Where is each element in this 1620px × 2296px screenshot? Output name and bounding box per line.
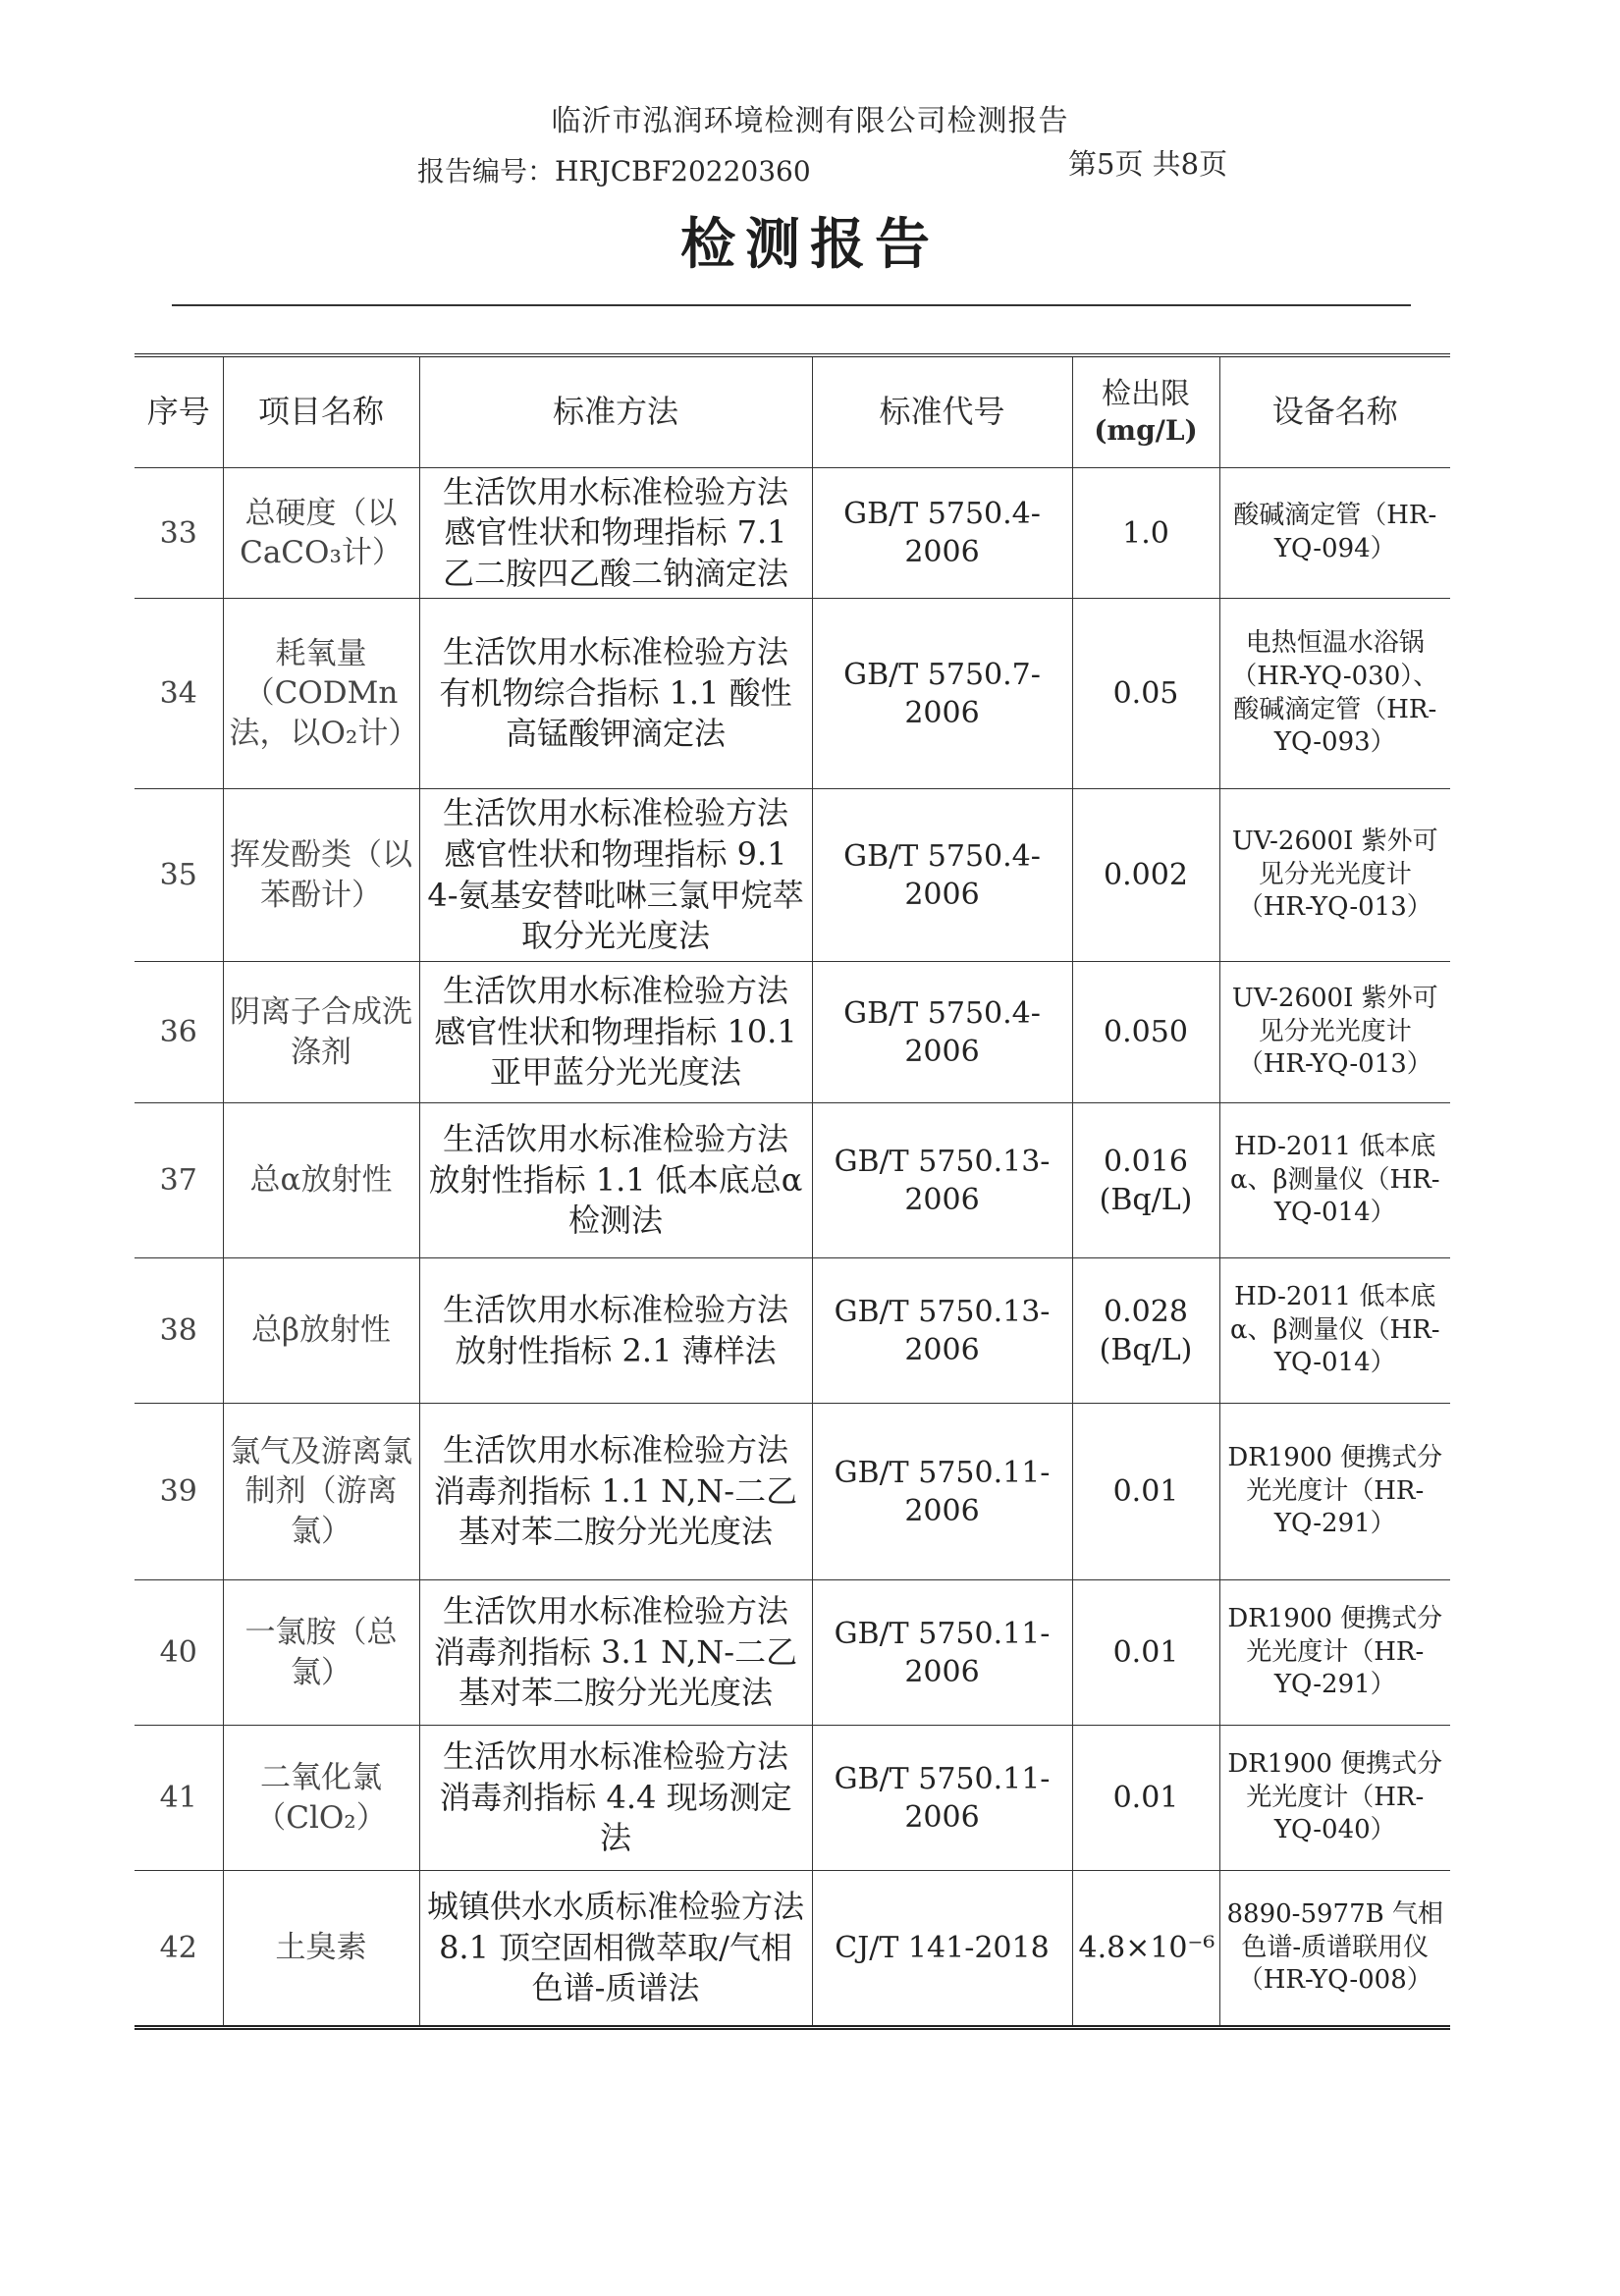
cell-item: 总硬度（以CaCO₃计） (223, 468, 419, 599)
page-indicator: 第5页 共8页 (1068, 147, 1228, 181)
cell-limit: 0.01 (1072, 1404, 1219, 1580)
cell-equipment: DR1900 便携式分光光度计（HR-YQ-040） (1219, 1726, 1450, 1871)
table-row (135, 1726, 1450, 1871)
cell-item: 总β放射性 (223, 1258, 419, 1404)
cell-item: 氯气及游离氯制剂（游离氯） (223, 1404, 419, 1580)
col-header-limit (1072, 355, 1219, 468)
table-row (135, 962, 1450, 1103)
cell-item: 耗氧量（CODMn法，以O₂计） (223, 599, 419, 789)
cell-method: 生活饮用水标准检验方法 感官性状和物理指标 10.1 亚甲蓝分光光度法 (419, 962, 812, 1103)
col-header-method: 标准方法 (419, 355, 812, 468)
cell-no: 40 (135, 1580, 223, 1726)
cell-equipment: 8890-5977B 气相色谱-质谱联用仪（HR-YQ-008） (1219, 1871, 1450, 2028)
cell-method: 生活饮用水标准检验方法 感官性状和物理指标 7.1 乙二胺四乙酸二钠滴定法 (419, 468, 812, 599)
cell-method: 生活饮用水标准检验方法 放射性指标 1.1 低本底总α检测法 (419, 1103, 812, 1258)
cell-code: GB/T 5750.4-2006 (812, 962, 1072, 1103)
cell-code: GB/T 5750.4-2006 (812, 468, 1072, 599)
table-row (135, 789, 1450, 962)
cell-limit: 0.016 (Bq/L) (1072, 1103, 1219, 1258)
cell-code: GB/T 5750.7-2006 (812, 599, 1072, 789)
cell-no: 35 (135, 789, 223, 962)
cell-code: GB/T 5750.11-2006 (812, 1726, 1072, 1871)
cell-item: 总α放射性 (223, 1103, 419, 1258)
cell-method: 生活饮用水标准检验方法 有机物综合指标 1.1 酸性高锰酸钾滴定法 (419, 599, 812, 789)
cell-equipment: 电热恒温水浴锅（HR-YQ-030）、酸碱滴定管（HR-YQ-093） (1219, 599, 1450, 789)
cell-limit: 0.05 (1072, 599, 1219, 789)
cell-method: 生活饮用水标准检验方法 消毒剂指标 1.1 N,N-二乙基对苯二胺分光光度法 (419, 1404, 812, 1580)
cell-no: 38 (135, 1258, 223, 1404)
cell-item: 挥发酚类（以苯酚计） (223, 789, 419, 962)
cell-code: GB/T 5750.13-2006 (812, 1103, 1072, 1258)
company-header: 临沂市泓润环境检测有限公司检测报告 (551, 104, 1069, 138)
cell-equipment: 酸碱滴定管（HR-YQ-094） (1219, 468, 1450, 599)
cell-method: 生活饮用水标准检验方法 消毒剂指标 4.4 现场测定法 (419, 1726, 812, 1871)
col-header-equipment: 设备名称 (1219, 355, 1450, 468)
table-row (135, 1580, 1450, 1726)
cell-method: 生活饮用水标准检验方法 感官性状和物理指标 9.1 4-氨基安替吡啉三氯甲烷萃取分光光度法 (419, 789, 812, 962)
cell-equipment: DR1900 便携式分光光度计（HR-YQ-291） (1219, 1404, 1450, 1580)
test-methods-table (135, 353, 1450, 2030)
table-row (135, 1404, 1450, 1580)
cell-no: 37 (135, 1103, 223, 1258)
page-title: 检测报告 (680, 213, 940, 277)
cell-code: GB/T 5750.13-2006 (812, 1258, 1072, 1404)
table-row (135, 1103, 1450, 1258)
cell-limit: 4.8×10⁻⁶ (1072, 1871, 1219, 2028)
cell-limit: 0.028 (Bq/L) (1072, 1258, 1219, 1404)
table-row (135, 599, 1450, 789)
cell-equipment: DR1900 便携式分光光度计（HR-YQ-291） (1219, 1580, 1450, 1726)
table-row (135, 1258, 1450, 1404)
cell-limit: 0.002 (1072, 789, 1219, 962)
cell-no: 34 (135, 599, 223, 789)
report-number: 报告编号：HRJCBF20220360 (417, 155, 811, 187)
cell-limit: 0.050 (1072, 962, 1219, 1103)
cell-method: 城镇供水水质标准检验方法 8.1 顶空固相微萃取/气相色谱-质谱法 (419, 1871, 812, 2028)
cell-equipment: HD-2011 低本底α、β测量仪（HR-YQ-014） (1219, 1103, 1450, 1258)
cell-code: GB/T 5750.11-2006 (812, 1580, 1072, 1726)
cell-no: 41 (135, 1726, 223, 1871)
cell-limit: 0.01 (1072, 1580, 1219, 1726)
col-header-limit-unit: (mg/L) (1094, 414, 1198, 448)
cell-equipment: UV-2600I 紫外可见分光光度计（HR-YQ-013） (1219, 789, 1450, 962)
cell-item: 二氧化氯（ClO₂） (223, 1726, 419, 1871)
cell-no: 36 (135, 962, 223, 1103)
cell-no: 42 (135, 1871, 223, 2028)
cell-method: 生活饮用水标准检验方法 消毒剂指标 3.1 N,N-二乙基对苯二胺分光光度法 (419, 1580, 812, 1726)
col-header-seq: 序号 (135, 355, 223, 468)
cell-equipment: UV-2600I 紫外可见分光光度计（HR-YQ-013） (1219, 962, 1450, 1103)
cell-equipment: HD-2011 低本底α、β测量仪（HR-YQ-014） (1219, 1258, 1450, 1404)
cell-limit: 1.0 (1072, 468, 1219, 599)
table-row (135, 1871, 1450, 2028)
cell-method: 生活饮用水标准检验方法 放射性指标 2.1 薄样法 (419, 1258, 812, 1404)
col-header-limit-label: 检出限 (1102, 377, 1190, 412)
cell-item: 阴离子合成洗涤剂 (223, 962, 419, 1103)
cell-limit: 0.01 (1072, 1726, 1219, 1871)
cell-no: 33 (135, 468, 223, 599)
cell-no: 39 (135, 1404, 223, 1580)
table-header-row (135, 355, 1450, 468)
col-header-item: 项目名称 (223, 355, 419, 468)
table-row (135, 468, 1450, 599)
cell-code: CJ/T 141-2018 (812, 1871, 1072, 2028)
header-divider (172, 304, 1411, 306)
cell-code: GB/T 5750.11-2006 (812, 1404, 1072, 1580)
cell-item: 土臭素 (223, 1871, 419, 2028)
cell-code: GB/T 5750.4-2006 (812, 789, 1072, 962)
col-header-code: 标准代号 (812, 355, 1072, 468)
cell-item: 一氯胺（总氯） (223, 1580, 419, 1726)
